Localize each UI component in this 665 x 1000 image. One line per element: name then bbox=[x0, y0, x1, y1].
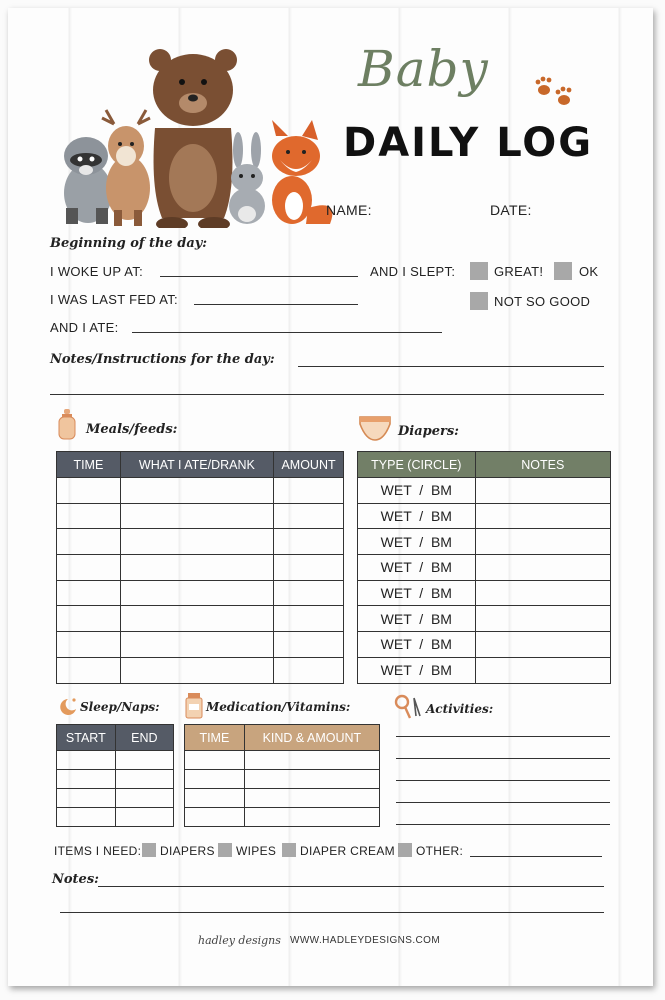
meals-table bbox=[56, 451, 344, 684]
diapers-col-notes: NOTES bbox=[475, 452, 610, 478]
not-so-good-label: NOT SO GOOD bbox=[494, 294, 591, 309]
meals-cell[interactable] bbox=[120, 503, 273, 529]
diapers-row bbox=[358, 632, 611, 658]
diaper-notes-cell[interactable] bbox=[475, 478, 610, 504]
meals-cell[interactable] bbox=[120, 529, 273, 555]
diaper-type-cell[interactable]: WET / BM bbox=[358, 478, 476, 504]
meals-cell[interactable] bbox=[120, 478, 273, 504]
diapers-row bbox=[358, 503, 611, 529]
medication-table bbox=[184, 724, 380, 827]
meals-cell[interactable] bbox=[274, 529, 344, 555]
diapers-option: DIAPERS bbox=[160, 844, 215, 858]
bunny-icon bbox=[229, 132, 265, 224]
diaper-notes-cell[interactable] bbox=[475, 632, 610, 658]
sleep-cell[interactable] bbox=[57, 808, 116, 827]
medication-row bbox=[185, 770, 380, 789]
moon-stars-icon bbox=[56, 696, 78, 716]
activities-line-3[interactable] bbox=[396, 780, 610, 781]
meals-cell[interactable] bbox=[120, 632, 273, 658]
diaper-type-cell[interactable]: WET / BM bbox=[358, 503, 476, 529]
medication-cell[interactable] bbox=[185, 770, 245, 789]
medication-cell[interactable] bbox=[244, 770, 379, 789]
meals-cell[interactable] bbox=[57, 555, 121, 581]
diaper-type-cell[interactable]: WET / BM bbox=[358, 555, 476, 581]
medicine-bottle-icon bbox=[184, 692, 204, 720]
meals-cell[interactable] bbox=[120, 657, 273, 683]
woodland-animals-illustration bbox=[50, 38, 340, 228]
woke-up-label: I WOKE UP AT: bbox=[50, 264, 143, 279]
diaper-notes-cell[interactable] bbox=[475, 606, 610, 632]
medication-cell[interactable] bbox=[185, 751, 245, 770]
last-fed-label: I WAS LAST FED AT: bbox=[50, 292, 178, 307]
diapers-row bbox=[358, 580, 611, 606]
diapers-row bbox=[358, 606, 611, 632]
diaper-notes-cell[interactable] bbox=[475, 503, 610, 529]
diapers-col-type: TYPE (CIRCLE) bbox=[358, 452, 476, 478]
other-line[interactable] bbox=[470, 856, 602, 857]
medication-cell[interactable] bbox=[185, 808, 245, 827]
meals-col-amount: AMOUNT bbox=[274, 452, 344, 478]
deer-icon bbox=[102, 110, 150, 226]
ate-line[interactable] bbox=[132, 332, 442, 333]
sleep-row bbox=[57, 789, 174, 808]
brand-url[interactable]: WWW.HADLEYDESIGNS.COM bbox=[290, 935, 441, 946]
sleep-cell[interactable] bbox=[115, 808, 173, 827]
ate-label: AND I ATE: bbox=[50, 320, 119, 335]
name-label: NAME: bbox=[326, 202, 372, 218]
meals-cell[interactable] bbox=[57, 657, 121, 683]
diapers-row bbox=[358, 478, 611, 504]
sleep-row bbox=[57, 751, 174, 770]
meals-cell[interactable] bbox=[274, 478, 344, 504]
paw-prints-icon bbox=[530, 70, 578, 110]
great-checkbox[interactable] bbox=[470, 262, 488, 280]
diapers-table bbox=[357, 451, 611, 684]
diaper-notes-cell[interactable] bbox=[475, 580, 610, 606]
meals-row bbox=[57, 580, 344, 606]
diapers-row bbox=[358, 657, 611, 683]
medication-cell[interactable] bbox=[244, 808, 379, 827]
sleep-row bbox=[57, 770, 174, 789]
notes-instructions-heading: Notes/Instructions for the day: bbox=[50, 352, 275, 367]
baby-bottle-icon bbox=[56, 408, 78, 440]
diaper-type-cell[interactable]: WET / BM bbox=[358, 580, 476, 606]
sleep-table bbox=[56, 724, 174, 827]
not-so-good-checkbox[interactable] bbox=[470, 292, 488, 310]
diaper-notes-cell[interactable] bbox=[475, 657, 610, 683]
last-fed-line[interactable] bbox=[194, 304, 358, 305]
diaper-type-cell[interactable]: WET / BM bbox=[358, 606, 476, 632]
medication-col-kind: KIND & AMOUNT bbox=[244, 725, 379, 751]
sleep-cell[interactable] bbox=[57, 770, 116, 789]
other-option: OTHER: bbox=[416, 844, 464, 858]
title-baby: Baby bbox=[358, 40, 489, 98]
sleep-cell[interactable] bbox=[115, 770, 173, 789]
raccoon-icon bbox=[64, 137, 112, 224]
meals-cell[interactable] bbox=[57, 580, 121, 606]
items-label: ITEMS I NEED: bbox=[54, 844, 142, 858]
meals-cell[interactable] bbox=[57, 632, 121, 658]
diaper-type-cell[interactable]: WET / BM bbox=[358, 657, 476, 683]
diaper-type-cell[interactable]: WET / BM bbox=[358, 632, 476, 658]
woke-up-line[interactable] bbox=[160, 276, 358, 277]
notes-line-2[interactable] bbox=[60, 912, 604, 913]
sleep-cell[interactable] bbox=[115, 789, 173, 808]
daily-log-sheet bbox=[8, 8, 653, 986]
meals-cell[interactable] bbox=[274, 580, 344, 606]
meals-cell[interactable] bbox=[57, 529, 121, 555]
great-label: GREAT! bbox=[494, 264, 544, 279]
other-checkbox[interactable] bbox=[398, 843, 412, 857]
medication-cell[interactable] bbox=[244, 789, 379, 808]
instructions-line-1[interactable] bbox=[298, 366, 604, 367]
meals-col-time: TIME bbox=[57, 452, 121, 478]
sleep-cell[interactable] bbox=[57, 789, 116, 808]
brand-logo: hadley designs bbox=[198, 934, 281, 947]
meals-cell[interactable] bbox=[120, 580, 273, 606]
medication-cell[interactable] bbox=[185, 789, 245, 808]
sleep-row bbox=[57, 808, 174, 827]
wipes-checkbox[interactable] bbox=[218, 843, 232, 857]
sleep-col-start: START bbox=[57, 725, 116, 751]
wipes-option: WIPES bbox=[236, 844, 277, 858]
meals-cell[interactable] bbox=[57, 478, 121, 504]
meals-row bbox=[57, 632, 344, 658]
diaper-notes-cell[interactable] bbox=[475, 555, 610, 581]
meals-row bbox=[57, 657, 344, 683]
activities-line-2[interactable] bbox=[396, 758, 610, 759]
meals-row bbox=[57, 555, 344, 581]
diaper-cream-option: DIAPER CREAM bbox=[300, 844, 395, 858]
meals-cell[interactable] bbox=[120, 606, 273, 632]
bear-icon bbox=[149, 49, 237, 228]
medication-cell[interactable] bbox=[244, 751, 379, 770]
activities-line-1[interactable] bbox=[396, 736, 610, 737]
diapers-row bbox=[358, 555, 611, 581]
notes-line-1[interactable] bbox=[98, 886, 604, 887]
meals-cell[interactable] bbox=[57, 606, 121, 632]
beginning-heading: Beginning of the day: bbox=[50, 236, 208, 251]
safety-pin-rattle-icon bbox=[394, 694, 424, 720]
sleep-cell[interactable] bbox=[57, 751, 116, 770]
diapers-checkbox[interactable] bbox=[142, 843, 156, 857]
meals-cell[interactable] bbox=[274, 632, 344, 658]
ok-label: OK bbox=[579, 264, 599, 279]
activities-line-4[interactable] bbox=[396, 802, 610, 803]
meals-cell[interactable] bbox=[274, 555, 344, 581]
meals-cell[interactable] bbox=[274, 606, 344, 632]
notes-label: Notes: bbox=[52, 872, 99, 887]
title-daily-log: DAILY LOG bbox=[343, 120, 594, 166]
diaper-cream-checkbox[interactable] bbox=[282, 843, 296, 857]
diapers-heading: Diapers: bbox=[398, 424, 459, 439]
date-label: DATE: bbox=[490, 202, 532, 218]
diaper-type-cell[interactable]: WET / BM bbox=[358, 529, 476, 555]
diaper-icon bbox=[358, 414, 392, 442]
medication-heading: Medication/Vitamins: bbox=[206, 700, 351, 714]
ok-checkbox[interactable] bbox=[554, 262, 572, 280]
diaper-notes-cell[interactable] bbox=[475, 529, 610, 555]
activities-line-5[interactable] bbox=[396, 824, 610, 825]
meals-cell[interactable] bbox=[274, 503, 344, 529]
slept-label: AND I SLEPT: bbox=[370, 264, 456, 279]
meals-cell[interactable] bbox=[57, 503, 121, 529]
meals-row bbox=[57, 478, 344, 504]
sleep-cell[interactable] bbox=[115, 751, 173, 770]
meals-heading: Meals/feeds: bbox=[86, 422, 178, 437]
medication-row bbox=[185, 751, 380, 770]
instructions-line-2[interactable] bbox=[50, 394, 604, 395]
medication-row bbox=[185, 789, 380, 808]
sleep-col-end: END bbox=[115, 725, 173, 751]
meals-row bbox=[57, 529, 344, 555]
diapers-row bbox=[358, 529, 611, 555]
fox-icon bbox=[272, 120, 332, 224]
medication-col-time: TIME bbox=[185, 725, 245, 751]
meals-row bbox=[57, 606, 344, 632]
meals-cell[interactable] bbox=[120, 555, 273, 581]
meals-col-what: WHAT I ATE/DRANK bbox=[120, 452, 273, 478]
medication-row bbox=[185, 808, 380, 827]
sleep-heading: Sleep/Naps: bbox=[80, 700, 160, 714]
meals-row bbox=[57, 503, 344, 529]
meals-cell[interactable] bbox=[274, 657, 344, 683]
activities-heading: Activities: bbox=[426, 702, 494, 716]
